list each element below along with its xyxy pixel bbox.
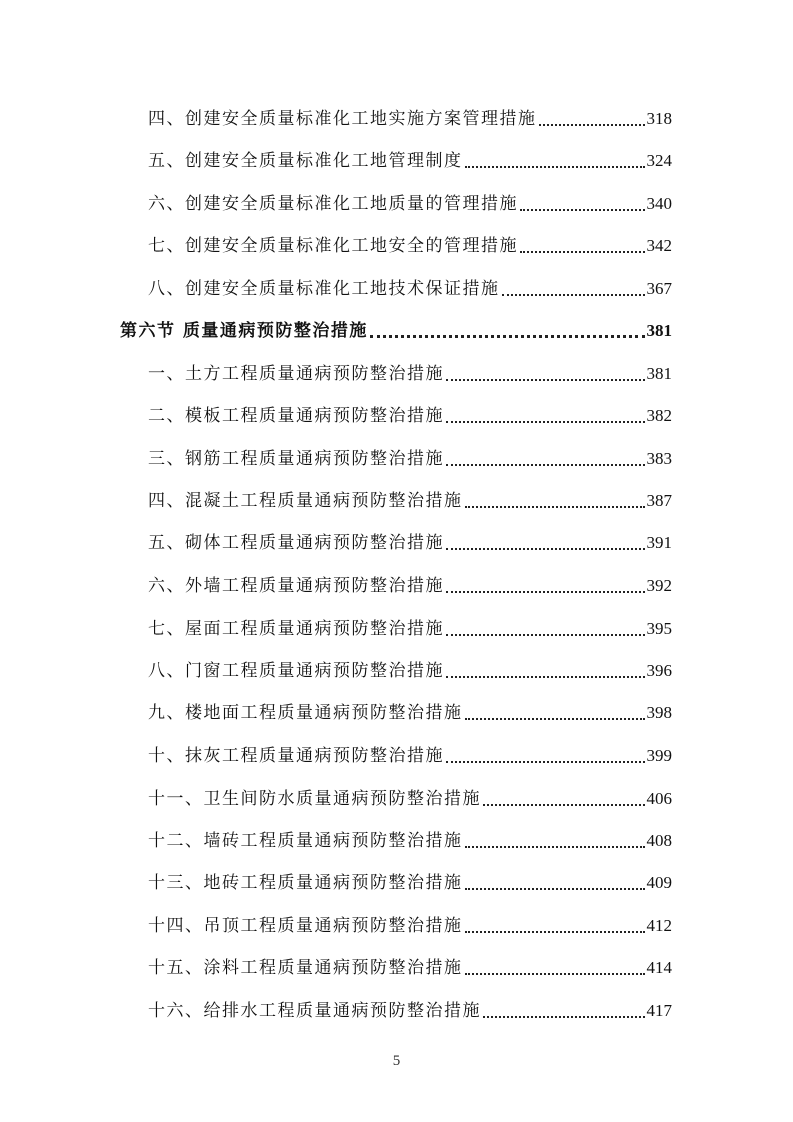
toc-entry-title: 十六、给排水工程质量通病预防整治措施	[148, 1001, 481, 1021]
toc-entry-title: 十三、地砖工程质量通病预防整治措施	[148, 873, 463, 893]
toc-entry-title: 四、混凝土工程质量通病预防整治措施	[148, 491, 463, 511]
toc-dot-leader	[483, 803, 645, 806]
toc-section-title: 第六节 质量通病预防整治措施	[120, 321, 368, 341]
toc-entry-page: 396	[646, 661, 672, 680]
toc-entry-page: 399	[646, 746, 672, 765]
toc-dot-leader	[465, 845, 645, 848]
toc-entry[interactable]	[148, 571, 672, 597]
toc-dot-leader	[465, 717, 645, 720]
toc-dot-leader	[446, 633, 645, 636]
toc-entry-title: 九、楼地面工程质量通病预防整治措施	[148, 703, 463, 723]
toc-entry[interactable]	[148, 189, 672, 215]
toc-entry-page: 318	[646, 109, 672, 128]
toc-entry-page: 417	[646, 1001, 672, 1020]
toc-entry-title: 十一、卫生间防水质量通病预防整治措施	[148, 789, 481, 809]
toc-entry-page: 342	[646, 236, 672, 255]
toc-entry[interactable]	[148, 953, 672, 979]
toc-entry-page: 395	[646, 619, 672, 638]
toc-entry-title: 七、创建安全质量标准化工地安全的管理措施	[148, 236, 518, 256]
toc-entry-title: 六、创建安全质量标准化工地质量的管理措施	[148, 194, 518, 214]
toc-dot-leader	[446, 675, 645, 678]
page-number: 5	[392, 1053, 401, 1069]
toc-dot-leader	[483, 1015, 645, 1018]
toc-entry-page: 392	[646, 576, 672, 595]
toc-dot-leader	[370, 334, 645, 338]
toc-entry-title: 十四、吊顶工程质量通病预防整治措施	[148, 916, 463, 936]
toc-entry-page: 382	[646, 406, 672, 425]
toc-entry[interactable]	[148, 274, 672, 300]
toc-entry-page: 367	[646, 279, 672, 298]
toc-entry[interactable]	[148, 656, 672, 682]
toc-entry[interactable]	[148, 401, 672, 427]
toc-dot-leader	[465, 930, 645, 933]
toc-entry-page: 412	[646, 916, 672, 935]
toc-dot-leader	[446, 760, 645, 763]
toc-entry-title: 五、砌体工程质量通病预防整治措施	[148, 533, 444, 553]
toc-entry-title: 三、钢筋工程质量通病预防整治措施	[148, 449, 444, 469]
toc-entry-page: 383	[646, 449, 672, 468]
toc-entry[interactable]	[148, 104, 672, 130]
toc-dot-leader	[446, 547, 645, 550]
toc-entry-page: 406	[646, 789, 672, 808]
toc-entry[interactable]	[148, 911, 672, 937]
toc-entry-title: 二、模板工程质量通病预防整治措施	[148, 406, 444, 426]
toc-entry-page: 387	[646, 491, 672, 510]
toc-entry-page: 398	[646, 703, 672, 722]
toc-dot-leader	[502, 293, 645, 296]
toc-entry[interactable]	[148, 868, 672, 894]
toc-entry-title: 八、门窗工程质量通病预防整治措施	[148, 661, 444, 681]
toc-entry[interactable]	[148, 359, 672, 385]
toc-entry-page: 324	[646, 151, 672, 170]
toc-entry[interactable]	[148, 146, 672, 172]
toc-dot-leader	[465, 972, 645, 975]
toc-entry[interactable]	[148, 486, 672, 512]
toc-entry-page: 381	[646, 364, 672, 383]
toc-entry[interactable]	[148, 784, 672, 810]
toc-entry[interactable]	[148, 528, 672, 554]
toc-entry[interactable]	[148, 698, 672, 724]
toc-dot-leader	[520, 208, 645, 211]
toc-entry[interactable]	[148, 996, 672, 1022]
toc-entry-title: 十五、涂料工程质量通病预防整治措施	[148, 958, 463, 978]
toc-entry-title: 一、土方工程质量通病预防整治措施	[148, 364, 444, 384]
toc-entry-title: 十二、墙砖工程质量通病预防整治措施	[148, 831, 463, 851]
toc-entry-title: 四、创建安全质量标准化工地实施方案管理措施	[148, 109, 537, 129]
toc-entry-page: 414	[646, 958, 672, 977]
toc-entry[interactable]	[148, 826, 672, 852]
toc-dot-leader	[539, 123, 645, 126]
toc-dot-leader	[446, 378, 645, 381]
toc-entry-page: 409	[646, 873, 672, 892]
toc-entry[interactable]	[148, 614, 672, 640]
toc-entry[interactable]	[148, 741, 672, 767]
toc-dot-leader	[465, 165, 645, 168]
toc-section-entry[interactable]	[120, 316, 672, 342]
toc-dot-leader	[446, 463, 645, 466]
toc-section-page: 381	[646, 321, 672, 340]
toc-dot-leader	[446, 590, 645, 593]
toc-entry[interactable]	[148, 231, 672, 257]
toc-entry-page: 340	[646, 194, 672, 213]
toc-dot-leader	[465, 505, 645, 508]
toc-entry-title: 十、抹灰工程质量通病预防整治措施	[148, 746, 444, 766]
toc-entry[interactable]	[148, 444, 672, 470]
toc-dot-leader	[465, 887, 645, 890]
toc-entry-page: 391	[646, 533, 672, 552]
toc-entry-title: 六、外墙工程质量通病预防整治措施	[148, 576, 444, 596]
toc-entry-title: 七、屋面工程质量通病预防整治措施	[148, 619, 444, 639]
toc-dot-leader	[446, 420, 645, 423]
toc-dot-leader	[520, 250, 645, 253]
toc-entry-title: 八、创建安全质量标准化工地技术保证措施	[148, 279, 500, 299]
toc-entry-title: 五、创建安全质量标准化工地管理制度	[148, 151, 463, 171]
toc-entry-page: 408	[646, 831, 672, 850]
